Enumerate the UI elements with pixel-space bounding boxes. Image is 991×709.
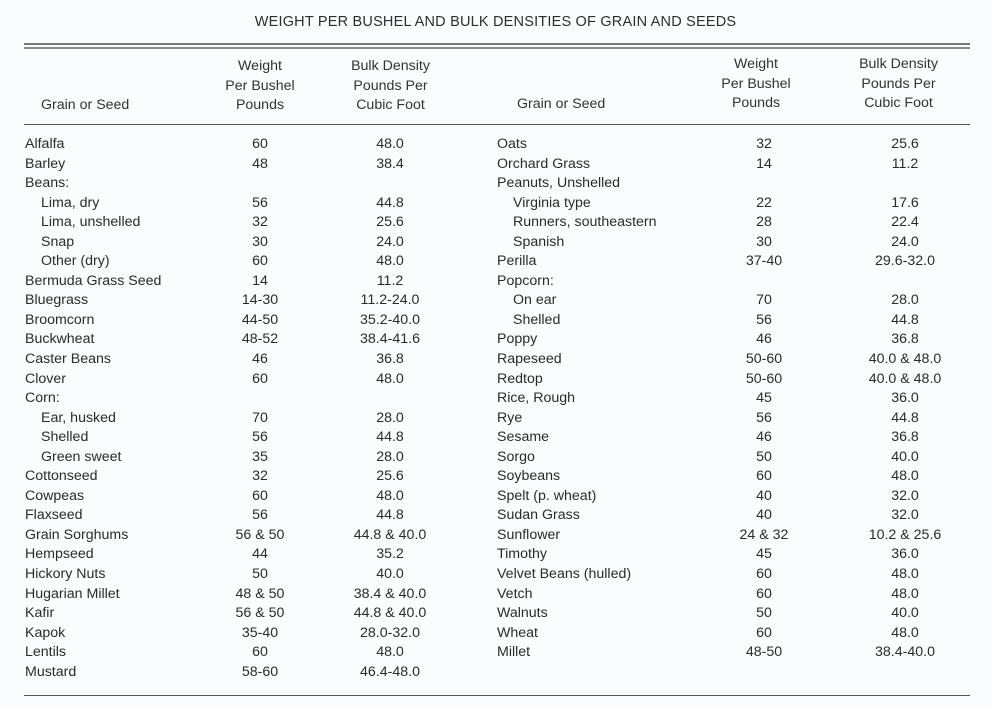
bulk-density: 11.2 bbox=[891, 155, 919, 172]
grain-name: Rye bbox=[497, 409, 523, 426]
grain-name: Soybeans bbox=[497, 468, 561, 485]
weight-per-bushel: 56 & 50 bbox=[235, 605, 285, 622]
grain-name: Bermuda Grass Seed bbox=[25, 272, 162, 289]
grain-name: Corn: bbox=[25, 390, 60, 407]
header-line: Cubic Foot bbox=[864, 95, 933, 111]
bulk-density: 38.4-40.0 bbox=[875, 644, 935, 661]
grain-name: Rapeseed bbox=[497, 351, 562, 368]
grain-name: Hugarian Millet bbox=[25, 585, 120, 602]
weight-per-bushel: 32 bbox=[756, 136, 772, 152]
bulk-density: 36.0 bbox=[891, 546, 919, 563]
bulk-density: 48.0 bbox=[891, 624, 919, 641]
table-title bbox=[0, 14, 991, 30]
bulk-density: 48.0 bbox=[891, 468, 919, 485]
bulk-density: 40.0 bbox=[891, 605, 919, 622]
weight-per-bushel: 56 bbox=[252, 194, 268, 211]
bulk-density: 17.6 bbox=[891, 194, 919, 211]
bulk-density: 38.4 & 40.0 bbox=[353, 585, 427, 602]
weight-per-bushel: 60 bbox=[756, 566, 772, 583]
bulk-density: 28.0 bbox=[891, 292, 919, 309]
bulk-density: 25.6 bbox=[376, 468, 404, 485]
left-header-weight bbox=[210, 57, 310, 116]
bulk-density: 40.0 & 48.0 bbox=[868, 370, 942, 387]
weight-per-bushel: 56 & 50 bbox=[235, 526, 285, 543]
grain-name: Lentils bbox=[25, 644, 67, 661]
header-rule bbox=[24, 124, 970, 125]
left-header-density bbox=[328, 57, 453, 116]
bulk-density: 40.0 & 48.0 bbox=[868, 351, 942, 368]
grain-name: Broomcorn bbox=[25, 311, 95, 328]
weight-per-bushel: 50-60 bbox=[745, 351, 783, 368]
bulk-density: 40.0 bbox=[376, 566, 404, 583]
weight-per-bushel: 45 bbox=[756, 390, 772, 407]
grain-name: Shelled bbox=[513, 311, 561, 328]
header-line: Per Bushel bbox=[225, 77, 295, 94]
grain-name: Clover bbox=[25, 370, 66, 387]
grain-name: Rice, Rough bbox=[497, 390, 576, 407]
weight-per-bushel: 60 bbox=[756, 624, 772, 641]
weight-per-bushel: 14 bbox=[756, 155, 772, 172]
bulk-density: 46.4-48.0 bbox=[360, 663, 420, 680]
grain-name: Sunflower bbox=[497, 526, 561, 543]
bulk-density: 48.0 bbox=[376, 487, 404, 504]
weight-per-bushel: 30 bbox=[252, 233, 268, 250]
grain-name: Spanish bbox=[513, 233, 565, 250]
bulk-density: 28.0-32.0 bbox=[360, 624, 420, 641]
grain-name: Redtop bbox=[497, 370, 543, 387]
grain-name: Millet bbox=[497, 644, 531, 661]
bulk-density: 44.8 bbox=[891, 311, 919, 328]
weight-per-bushel: 28 bbox=[756, 214, 772, 231]
weight-per-bushel: 70 bbox=[756, 292, 772, 309]
bulk-density: 32.0 bbox=[891, 487, 919, 504]
grain-name: Other (dry) bbox=[41, 253, 110, 270]
right-header-name: Grain or Seed bbox=[517, 96, 606, 112]
bulk-density: 22.4 bbox=[891, 214, 919, 231]
grain-name: Orchard Grass bbox=[497, 155, 591, 172]
header-line: Pounds bbox=[731, 95, 781, 111]
weight-per-bushel: 50 bbox=[756, 605, 772, 622]
grain-name: Sudan Grass bbox=[497, 507, 580, 524]
grain-name: Virginia type bbox=[513, 194, 591, 211]
weight-per-bushel: 40 bbox=[756, 507, 772, 524]
weight-per-bushel: 14-30 bbox=[241, 292, 279, 309]
bulk-density: 48.0 bbox=[376, 136, 404, 152]
grain-name: Alfalfa bbox=[25, 136, 65, 152]
weight-per-bushel: 32 bbox=[252, 468, 268, 485]
grain-name: Kafir bbox=[25, 605, 55, 622]
header-line: Weight bbox=[734, 56, 778, 72]
grain-name: Lima, unshelled bbox=[41, 214, 141, 231]
weight-per-bushel: 60 bbox=[756, 585, 772, 602]
grain-name: Caster Beans bbox=[25, 351, 111, 368]
grain-name: Barley bbox=[25, 155, 66, 172]
grain-name: Snap bbox=[41, 233, 75, 250]
weight-per-bushel: 60 bbox=[756, 468, 772, 485]
weight-per-bushel: 70 bbox=[252, 409, 268, 426]
weight-per-bushel: 60 bbox=[252, 253, 268, 270]
bulk-density: 36.8 bbox=[376, 351, 404, 368]
grain-name: Perilla bbox=[497, 253, 537, 270]
header-line: Cubic Foot bbox=[356, 97, 425, 113]
grain-name: Popcorn: bbox=[497, 272, 554, 289]
bulk-density: 44.8 bbox=[376, 194, 404, 211]
weight-per-bushel: 44-50 bbox=[241, 311, 279, 328]
bulk-density: 36.8 bbox=[891, 331, 919, 348]
bulk-density: 10.2 & 25.6 bbox=[868, 526, 942, 543]
bulk-density: 11.2-24.0 bbox=[360, 292, 420, 309]
grain-name: Hickory Nuts bbox=[25, 566, 106, 583]
weight-per-bushel: 48 & 50 bbox=[235, 585, 285, 602]
bulk-density: 48.0 bbox=[891, 585, 919, 602]
bulk-density: 44.8 & 40.0 bbox=[353, 605, 427, 622]
bulk-density: 25.6 bbox=[891, 136, 919, 152]
bulk-density: 48.0 bbox=[376, 253, 404, 270]
bulk-density: 28.0 bbox=[376, 448, 404, 465]
bulk-density: 44.8 bbox=[376, 429, 404, 446]
grain-name: Wheat bbox=[497, 624, 539, 641]
weight-per-bushel: 37-40 bbox=[745, 253, 783, 270]
weight-per-bushel: 30 bbox=[756, 233, 772, 250]
weight-per-bushel: 60 bbox=[252, 370, 268, 387]
bulk-density: 25.6 bbox=[376, 214, 404, 231]
weight-per-bushel: 48 bbox=[252, 155, 268, 172]
bulk-density: 44.8 & 40.0 bbox=[353, 526, 427, 543]
grain-name: Green sweet bbox=[41, 448, 122, 465]
header-line: Pounds Per bbox=[861, 75, 936, 92]
grain-name: Oats bbox=[497, 136, 527, 152]
weight-per-bushel: 56 bbox=[756, 409, 772, 426]
grain-name: Ear, husked bbox=[41, 409, 116, 426]
grain-name: Runners, southeastern bbox=[513, 214, 657, 231]
grain-name: Peanuts, Unshelled bbox=[497, 175, 621, 192]
grain-name: Sorgo bbox=[497, 448, 535, 465]
bulk-density: 29.6-32.0 bbox=[875, 253, 935, 270]
grain-name: Poppy bbox=[497, 331, 538, 348]
weight-per-bushel: 22 bbox=[756, 194, 772, 211]
bulk-density: 24.0 bbox=[891, 233, 919, 250]
weight-per-bushel: 60 bbox=[252, 136, 268, 152]
right-header-density bbox=[836, 55, 961, 114]
weight-per-bushel: 32 bbox=[252, 214, 268, 231]
weight-per-bushel: 48-52 bbox=[241, 331, 279, 348]
grain-name: Velvet Beans (hulled) bbox=[497, 566, 632, 583]
weight-per-bushel: 24 & 32 bbox=[739, 526, 789, 543]
grain-name: Vetch bbox=[497, 585, 533, 602]
left-header-name: Grain or Seed bbox=[41, 97, 130, 113]
header-line: Bulk Density bbox=[351, 58, 430, 74]
bulk-density: 32.0 bbox=[891, 507, 919, 524]
bulk-density: 36.8 bbox=[891, 429, 919, 446]
bulk-density: 40.0 bbox=[891, 448, 919, 465]
weight-per-bushel: 46 bbox=[252, 351, 268, 368]
weight-per-bushel: 56 bbox=[252, 429, 268, 446]
bulk-density: 48.0 bbox=[376, 370, 404, 387]
bulk-density: 36.0 bbox=[891, 390, 919, 407]
bulk-density: 44.8 bbox=[376, 507, 404, 524]
bulk-density: 38.4 bbox=[376, 155, 404, 172]
bulk-density: 11.2 bbox=[376, 272, 404, 289]
bulk-density: 35.2-40.0 bbox=[360, 311, 420, 328]
weight-per-bushel: 14 bbox=[252, 272, 268, 289]
bottom-rule bbox=[24, 695, 970, 696]
grain-name: Cottonseed bbox=[25, 468, 98, 485]
weight-per-bushel: 40 bbox=[756, 487, 772, 504]
right-header-weight bbox=[706, 55, 806, 114]
header-line: Weight bbox=[238, 58, 282, 74]
weight-per-bushel: 46 bbox=[756, 331, 772, 348]
grain-name: Bluegrass bbox=[25, 292, 89, 309]
grain-name: Kapok bbox=[25, 624, 66, 641]
grain-name: Hempseed bbox=[25, 546, 94, 563]
table-title-text: WEIGHT PER BUSHEL AND BULK DENSITIES OF GRAIN AND SEEDS bbox=[254, 14, 737, 30]
bulk-density: 44.8 bbox=[891, 409, 919, 426]
header-line: Per Bushel bbox=[721, 75, 791, 92]
grain-name: Buckwheat bbox=[25, 331, 95, 348]
weight-per-bushel: 35-40 bbox=[241, 624, 279, 641]
header-line: Pounds Per bbox=[353, 77, 428, 94]
top-double-rule bbox=[24, 43, 970, 49]
weight-per-bushel: 50 bbox=[252, 566, 268, 583]
weight-per-bushel: 50 bbox=[756, 448, 772, 465]
bulk-density: 48.0 bbox=[891, 566, 919, 583]
grain-name: Lima, dry bbox=[41, 194, 100, 211]
bulk-density: 28.0 bbox=[376, 409, 404, 426]
grain-name: Cowpeas bbox=[25, 487, 85, 504]
grain-name: Walnuts bbox=[497, 605, 548, 622]
weight-per-bushel: 46 bbox=[756, 429, 772, 446]
bulk-density: 38.4-41.6 bbox=[360, 331, 420, 348]
grain-name: Shelled bbox=[41, 429, 89, 446]
weight-per-bushel: 48-50 bbox=[745, 644, 783, 661]
grain-name: Spelt (p. wheat) bbox=[497, 487, 597, 504]
grain-name: Sesame bbox=[497, 429, 550, 446]
weight-per-bushel: 35 bbox=[252, 448, 268, 465]
bulk-density: 35.2 bbox=[376, 546, 404, 563]
grain-name: Mustard bbox=[25, 663, 77, 680]
weight-per-bushel: 60 bbox=[252, 487, 268, 504]
weight-per-bushel: 60 bbox=[252, 644, 268, 661]
grain-name: Grain Sorghums bbox=[25, 526, 129, 543]
grain-name: Beans: bbox=[25, 175, 70, 192]
weight-per-bushel: 45 bbox=[756, 546, 772, 563]
weight-per-bushel: 56 bbox=[756, 311, 772, 328]
weight-per-bushel: 50-60 bbox=[745, 370, 783, 387]
bulk-density: 24.0 bbox=[376, 233, 404, 250]
weight-per-bushel: 58-60 bbox=[241, 663, 279, 680]
grain-name: Timothy bbox=[497, 546, 547, 563]
bulk-density: 48.0 bbox=[376, 644, 404, 661]
grain-name: On ear bbox=[513, 292, 557, 309]
grain-name: Flaxseed bbox=[25, 507, 83, 524]
weight-per-bushel: 56 bbox=[252, 507, 268, 524]
header-line: Bulk Density bbox=[859, 56, 938, 72]
header-line: Pounds bbox=[235, 97, 285, 113]
weight-per-bushel: 44 bbox=[252, 546, 268, 563]
